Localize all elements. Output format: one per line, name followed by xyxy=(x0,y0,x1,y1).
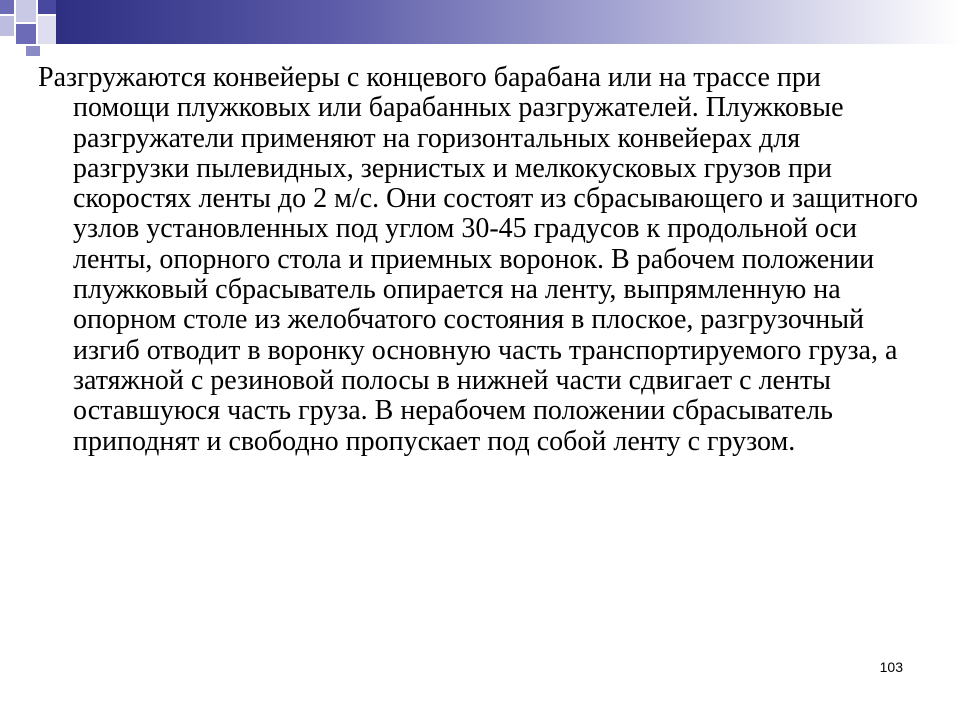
slide-body-text: Разгружаются конвейеры с концевого барабана или на трассе при помощи плужковых или барабанных разгружателей. Плужковые разгружатели применяют на горизонтальных конвейерах для разгрузки пылевидных, зернистых и мелкокусковых грузов при скоростях ленты до 2 м/с. Они состоят из сбрасывающего и защитного узлов установленных под углом 30-45 градусов к продольной оси ленты, опорного стола и приемных воронок. В рабочем положении плужковый сбрасыватель опирается на ленту, выпрямленную на опорном столе из желобчатого состояния в плоское, разгрузочный изгиб отводит в воронку основную часть транспортируемого груза, а затяжной с резиновой полосы в нижней части сдвигает с ленты оставшуюся часть груза. В нерабочем положении сбрасыватель приподнят и свободно пропускает под собой ленту с грузом. xyxy=(38,62,919,457)
page-number: 103 xyxy=(879,659,903,675)
header-gradient-bar xyxy=(56,0,960,44)
decorative-square xyxy=(0,0,14,14)
header-decoration xyxy=(0,0,960,56)
decorative-square xyxy=(38,0,56,14)
decorative-square xyxy=(16,0,36,22)
decorative-square xyxy=(16,24,36,44)
decorative-square xyxy=(26,46,40,56)
decorative-square xyxy=(0,16,14,36)
decorative-square xyxy=(38,16,56,44)
